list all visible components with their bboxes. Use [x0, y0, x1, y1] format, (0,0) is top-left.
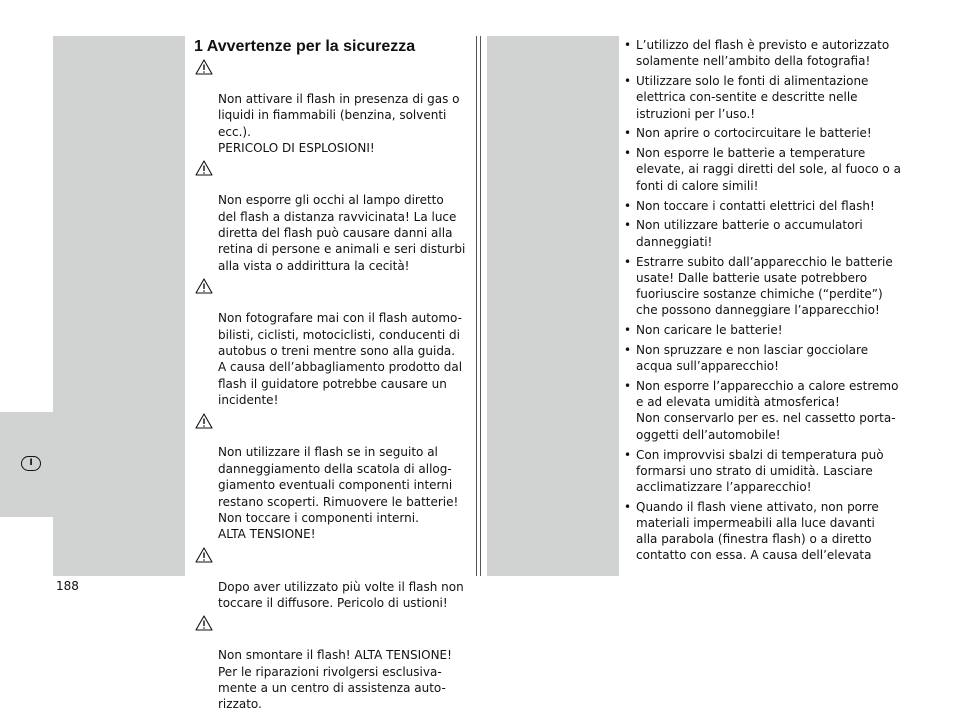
warning-text: Non attivare il flash in presenza di gas o liquidi in fiammabili (benzina, solventi ecc.). PERICOLO DI ESPLOSIONI!: [218, 91, 460, 156]
left-margin-strip: [53, 36, 185, 576]
bullet-dot-icon: •: [624, 447, 632, 462]
bullet-item: [624, 322, 904, 338]
bullet-text: Non aprire o cortocircuitare le batterie!: [636, 126, 872, 141]
section-title: 1 Avvertenze per la sicurezza: [194, 38, 416, 55]
bullet-dot-icon: •: [624, 126, 632, 141]
bullet-text: Non utilizzare batterie o accumulatori danneggiati!: [636, 218, 863, 249]
warning-text: Non esporre gli occhi al lampo diretto del flash a distanza ravvicinata! La luce diretta del flash può causare danni alla retina di persone e animali e seri disturbi alla vista o addirittura la cecità!: [218, 193, 466, 273]
column-divider: [476, 36, 477, 576]
bullet-item: [624, 37, 904, 69]
warning-item: [194, 412, 469, 543]
bullet-item: [624, 254, 904, 319]
bullet-text: Quando il flash viene attivato, non porre materiali impermeabili alla luce davanti alla parabola (finestra flash) o a diretto contatto con essa. A causa dell’elevata: [636, 499, 879, 563]
bullet-dot-icon: •: [624, 146, 632, 161]
warning-triangle-icon: [195, 278, 213, 294]
bullet-text: Non caricare le batterie!: [636, 323, 783, 338]
warning-item: [194, 546, 469, 612]
language-badge: I: [21, 456, 41, 471]
warning-triangle-icon: [195, 413, 213, 429]
bullet-text: Non spruzzare e non lasciar gocciolare acqua sull’apparecchio!: [636, 342, 869, 374]
bullet-item: [624, 217, 904, 249]
bullet-dot-icon: •: [624, 379, 632, 394]
warning-triangle-icon: [195, 160, 213, 176]
bullet-text: Con improvvisi sbalzi di temperatura può formarsi uno strato di umidità. Lasciare acclimatizzare l’apparecchio!: [636, 447, 884, 494]
right-margin-strip: [487, 36, 619, 576]
bullet-dot-icon: •: [624, 74, 632, 89]
warning-triangle-icon: [195, 615, 213, 631]
bullet-item: [624, 499, 904, 564]
bullet-text: Non esporre le batterie a temperature elevate, ai raggi diretti del sole, al fuoco o a fonti di calore simili!: [636, 146, 902, 193]
page-number: 188: [56, 579, 79, 593]
bullet-dot-icon: •: [624, 499, 632, 514]
bullet-dot-icon: •: [624, 342, 632, 357]
bullet-item: [624, 447, 904, 496]
bullet-item: [624, 378, 904, 443]
bullet-item: [624, 145, 904, 194]
bullet-item: [624, 73, 904, 122]
warning-text: Non smontare il flash! ALTA TENSIONE! Per le riparazioni rivolgersi esclusiva- mente a un centro di assistenza auto- rizzato.: [218, 648, 452, 712]
bullet-text: Utilizzare solo le fonti di alimentazione elettrica con-sentite e descritte nelle istruzioni per l’uso.!: [636, 74, 869, 121]
bullet-dot-icon: •: [624, 198, 632, 213]
warning-item: [194, 614, 469, 712]
warning-text: Dopo aver utilizzato più volte il flash non toccare il diffusore. Pericolo di ustioni!: [218, 579, 464, 610]
warning-item: [194, 159, 469, 274]
bullet-text: L’utilizzo del flash è previsto e autorizzato solamente nell’ambito della fotografia!: [636, 38, 890, 69]
bullet-text: Non esporre l’apparecchio a calore estremo e ad elevata umidità atmosferica! Non conservarlo per es. nel cassetto porta- oggetti dell’automobile!: [636, 379, 899, 442]
bullet-dot-icon: •: [624, 38, 632, 52]
warning-text: Non fotografare mai con il flash automo- bilisti, ciclisti, motociclisti, conducenti di autobus o treni mentre sono alla guida. A causa dell’abbagliamento prodotto dal flash il guidatore potrebbe causare un incidente!: [218, 311, 463, 408]
column-divider: [480, 36, 481, 576]
bullet-item: [624, 198, 904, 214]
safety-warnings-column: [194, 37, 469, 716]
warning-triangle-icon: [195, 59, 213, 75]
warning-item: [194, 58, 469, 156]
warning-text: Non utilizzare il flash se in seguito al danneggiamento della scatola di allog- giamento eventuali componenti interni restano scoperti. Rimuovere le batterie! Non toccare i componenti interni. ALTA TENSIONE!: [218, 445, 459, 542]
warning-item: [194, 277, 469, 408]
warnings-list: [194, 58, 469, 713]
bullet-text: Non toccare i contatti elettrici del flash!: [636, 198, 875, 213]
bullet-item: [624, 125, 904, 141]
bullet-dot-icon: •: [624, 323, 632, 338]
bullet-text: Estrarre subito dall’apparecchio le batterie usate! Dalle batterie usate potrebbero fuoriuscire sostanze chimiche (“perdite”) che possono danneggiare l’apparecchio!: [636, 254, 893, 318]
safety-bullets-column: [624, 37, 904, 567]
bullet-item: [624, 342, 904, 374]
bullet-dot-icon: •: [624, 254, 632, 269]
bullet-dot-icon: •: [624, 218, 632, 233]
warning-triangle-icon: [195, 547, 213, 563]
